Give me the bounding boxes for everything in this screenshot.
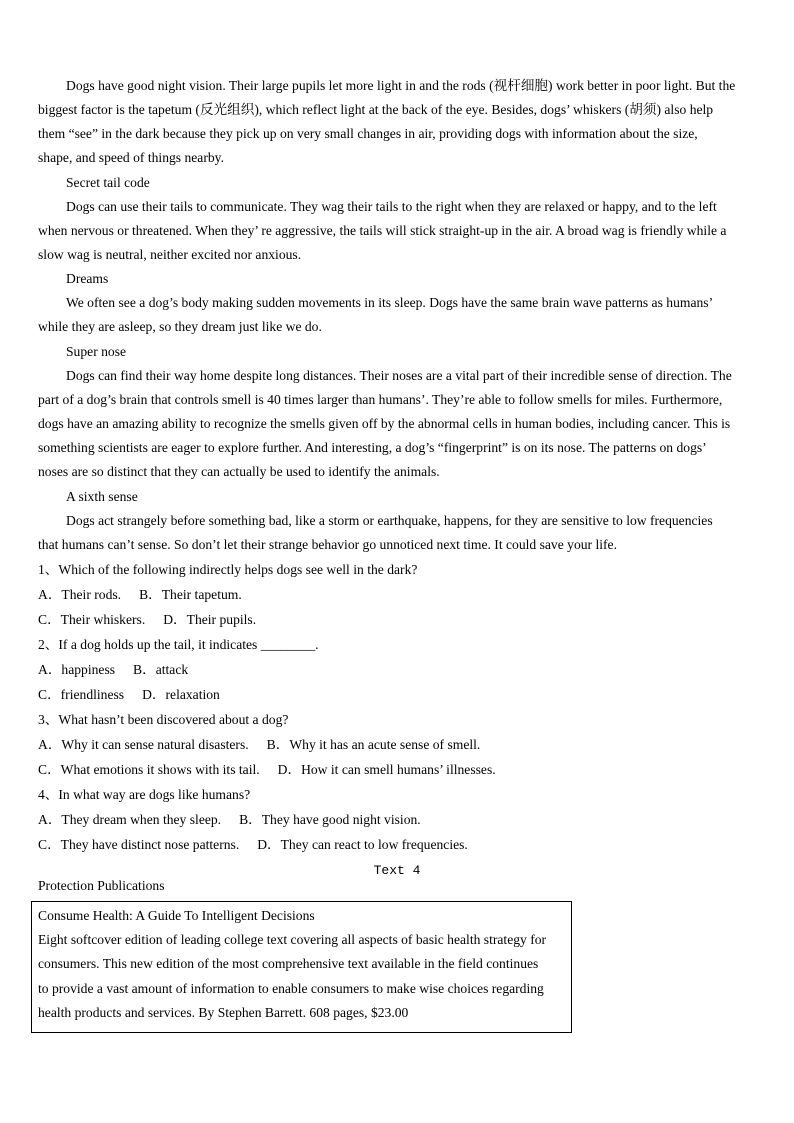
- passage-line: something scientists are eager to explore further. And interesting, a dog’s “fingerprint” is on its nose. The patterns on dogs’: [38, 440, 707, 455]
- passage-line: dogs have an amazing ability to recognize the smells given off by the abnormal cells in human bodies, including cancer. This is: [38, 416, 731, 431]
- passage-line: Dogs can find their way home despite long distances. Their noses are a vital part of their incredible sense of direction. The: [66, 368, 732, 383]
- option-row: [38, 812, 421, 828]
- option-d[interactable]: D．relaxation: [142, 687, 220, 702]
- text-heading: Text 4: [373, 863, 421, 878]
- option-c[interactable]: C．Their whiskers.: [38, 612, 146, 627]
- passage-line: part of a dog’s brain that controls smell is 40 times larger than humans’. They’re able to follow smells for miles. Furthermore,: [38, 392, 723, 407]
- option-d[interactable]: D．They can react to low frequencies.: [257, 837, 468, 852]
- option-a[interactable]: A．happiness: [38, 662, 116, 677]
- option-c[interactable]: C．friendliness: [38, 687, 125, 702]
- passage-line: that humans can’t sense. So don’t let their strange behavior go unnoticed next time. It could save your life.: [38, 537, 617, 552]
- option-b[interactable]: B．attack: [133, 662, 189, 677]
- question-stem: 3、What hasn’t been discovered about a dog?: [38, 712, 289, 727]
- option-b[interactable]: B．They have good night vision.: [239, 812, 421, 827]
- option-row: [38, 762, 496, 778]
- option-b[interactable]: B．Their tapetum.: [139, 587, 242, 602]
- option-c[interactable]: C．What emotions it shows with its tail.: [38, 762, 260, 777]
- section-heading: Dreams: [66, 271, 109, 286]
- option-d[interactable]: D．Their pupils.: [163, 612, 257, 627]
- section-heading: Secret tail code: [66, 175, 150, 190]
- option-row: [38, 737, 480, 753]
- question-stem: 1、Which of the following indirectly helps dogs see well in the dark?: [38, 562, 418, 577]
- passage-line: noses are so distinct that they can actually be used to identify the animals.: [38, 464, 440, 479]
- section-heading: Super nose: [66, 344, 127, 359]
- book-description-line: Eight softcover edition of leading college text covering all aspects of basic health strategy for: [38, 932, 547, 947]
- passage-line: Dogs can use their tails to communicate. They wag their tails to the right when they are relaxed or happy, and to the left: [66, 199, 717, 214]
- question-stem: 2、If a dog holds up the tail, it indicates ________.: [38, 637, 319, 652]
- option-a[interactable]: A．They dream when they sleep.: [38, 812, 222, 827]
- passage-line: Dogs have good night vision. Their large pupils let more light in and the rods (视杆细胞) work better in poor light. But the: [66, 78, 736, 93]
- book-title: Consume Health: A Guide To Intelligent Decisions: [38, 908, 315, 923]
- option-row: [38, 837, 468, 853]
- passage-line: when nervous or threatened. When they’ re aggressive, the tails will stick straight-up in the air. A broad wag is friendly while a: [38, 223, 727, 238]
- section-heading: A sixth sense: [66, 489, 138, 504]
- passage-line: We often see a dog’s body making sudden movements in its sleep. Dogs have the same brain wave patterns as humans’: [66, 295, 714, 310]
- option-a[interactable]: A．Why it can sense natural disasters.: [38, 737, 249, 752]
- option-c[interactable]: C．They have distinct nose patterns.: [38, 837, 240, 852]
- passage-line: them “see” in the dark because they pick up on very small changes in air, providing dogs with information about the size,: [38, 126, 698, 141]
- passage-line: shape, and speed of things nearby.: [38, 150, 224, 165]
- book-description-line: consumers. This new edition of the most comprehensive text available in the field continues: [38, 956, 539, 971]
- option-row: [38, 662, 188, 678]
- option-row: [38, 612, 256, 628]
- passage-line: slow wag is neutral, neither excited nor anxious.: [38, 247, 302, 262]
- option-row: [38, 687, 220, 703]
- passage-line: Dogs act strangely before something bad, like a storm or earthquake, happens, for they are sensitive to low frequencies: [66, 513, 713, 528]
- option-row: [38, 587, 242, 603]
- passage-line: biggest factor is the tapetum (反光组织), which reflect light at the back of the eye. Besides, dogs’ whiskers (胡须) also help: [38, 102, 714, 117]
- book-description-line: health products and services. By Stephen Barrett. 608 pages, $23.00: [38, 1005, 409, 1020]
- option-a[interactable]: A．Their rods.: [38, 587, 122, 602]
- section-title: Protection Publications: [38, 878, 165, 893]
- option-d[interactable]: D．How it can smell humans’ illnesses.: [277, 762, 496, 777]
- option-b[interactable]: B．Why it has an acute sense of smell.: [266, 737, 481, 752]
- question-stem: 4、In what way are dogs like humans?: [38, 787, 251, 802]
- book-description-line: to provide a vast amount of information to enable consumers to make wise choices regarding: [38, 981, 544, 996]
- passage-line: while they are asleep, so they dream just like we do.: [38, 319, 322, 334]
